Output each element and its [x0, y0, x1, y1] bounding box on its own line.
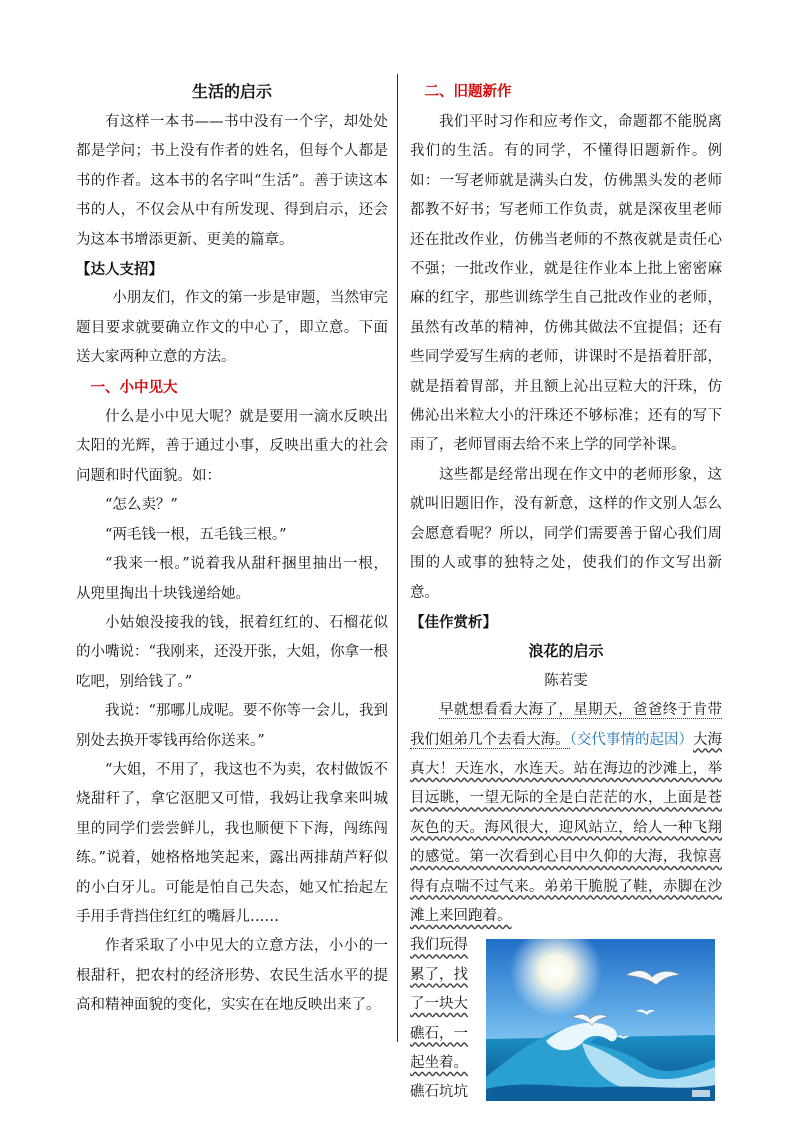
essay-body: 大海真大！天连水，水连天。站在海边的沙滩上，举目远眺，一望无际的全是白茫茫的水，上面是苍灰色的天。海风很大，迎风站立，给人一种飞翔的感觉。第一次看到心目中久仰的大海，我惊喜得有点喘不过气来。弟弟干脆脱了鞋，赤脚在沙滩上来回跑着。: [410, 731, 723, 924]
section-label-tips: 【达人支招】: [76, 261, 163, 279]
column-divider: [397, 74, 398, 1042]
dialogue-line: 我说：“那哪儿成呢。要不你等一会儿，我到别处去换开零钱再给你送来。”: [76, 703, 388, 749]
article-title: 生活的启示: [191, 82, 272, 101]
method2-heading: 二、旧题新作: [424, 83, 512, 100]
essay-author: 陈若雯: [544, 672, 588, 689]
wrapped-line: 礁石，一: [410, 1025, 468, 1042]
wrapped-line: 起坐着。: [410, 1055, 468, 1071]
left-column: [76, 76, 388, 1021]
wrapped-line: 累了，找: [410, 966, 468, 983]
essay-paragraph: [410, 696, 722, 931]
wrapped-text: [410, 931, 480, 1107]
intro-paragraph: 有这样一本书——书中没有一个字，却处处都是学问；书上没有作者的姓名，但每个人都是书的作者。这本书的名字叫“生活”。善于读这本书的人，不仅会从中有所发现、得到启示，还会为这本书增添更新、更美的篇章。: [76, 114, 388, 248]
essay-opening: 早就想看看大海了，星期天，爸爸终于肯带我们姐弟几个去看大海。: [410, 702, 722, 748]
method2-paragraph: 我们平时习作和应考作文，命题都不能脱离我们的生活。有的同学，不懂得旧题新作。例如：一写老师就是满头白发，仿佛黑头发的老师都教不好书；写老师工作负责，就是深夜里老师还在批改作业，仿佛当老师的不熬夜就是责任心不强；一批改作业，就是往作业本上批上密密麻麻的红字，那些训练学生自己批改作业的老师，虽然有改革的精神，仿佛其做法不宜提倡；还有些同学爱写生病的老师，讲课时不是捂着肝部，就是捂着胃部，并且额上沁出豆粒大的汗珠，仿佛沁出米粒大小的汗珠还不够标准；还有的写下雨了，老师冒雨去给不来上学的同学补课。: [410, 114, 722, 454]
dialogue-line: “两毛钱一根，五毛钱三根。”: [105, 526, 287, 543]
wrapped-line: 了一块大: [410, 996, 468, 1013]
sea-waves-photo: [486, 939, 715, 1101]
image-wrap-block: [410, 931, 722, 1107]
tip-paragraph: 小朋友们，作文的第一步是审题，当然审完题目要求就要确立作文的中心了，即立意。下面送大家两种立意的方法。: [76, 290, 388, 366]
dialogue-line: “怎么卖？”: [105, 497, 178, 514]
sea-photo-illustration: [486, 939, 715, 1101]
right-column: [410, 76, 722, 1107]
essay-annotation: （交代事情的起因）: [569, 731, 693, 748]
wrapped-line: 我们玩得: [410, 937, 468, 954]
wrapped-line: 礁石坑坑: [410, 1084, 468, 1101]
dialogue-line: “大姐，不用了，我这也不为卖，农村做饭不烧甜秆了，拿它沤肥又可惜，我妈让我拿来叫城里的同学们尝尝鲜儿，我也顺便下下海，闯练闯练。”说着，她格格地笑起来，露出两排葫芦籽似的小白牙儿。可能是怕自己失态，她又忙抬起左手用手背挡住红红的嘴唇儿……: [76, 761, 388, 925]
dialogue-line: “我来一根。”说着我从甜秆捆里抽出一根，从兜里掏出十块钱递给她。: [76, 556, 388, 602]
dialogue-line: 小姑娘没接我的钱，抿着红红的、石榴花似的小嘴说：“我刚来，还没开张，大姐，你拿一根吃吧，别给钱了。”: [76, 614, 388, 690]
method2-paragraph-2: 这些都是经常出现在作文中的老师形象，这就叫旧题旧作，没有新意，这样的作文别人怎么会愿意看呢？所以，同学们需要善于留心我们周围的人或事的独特之处，使我们的作文写出新意。: [410, 466, 722, 601]
section-label-appreciation: 【佳作赏析】: [410, 613, 497, 631]
method1-paragraph: 什么是小中见大呢？就是要用一滴水反映出太阳的光辉，善于通过小事，反映出重大的社会问题和时代面貌。如：: [76, 409, 388, 484]
essay-title: 浪花的启示: [528, 642, 604, 661]
conclusion-paragraph: 作者采取了小中见大的立意方法，小小的一根甜秆，把农村的经济形势、农民生活水平的提高和精神面貌的变化，实实在在地反映出来了。: [76, 938, 388, 1014]
method1-heading: 一、小中见大: [90, 378, 178, 396]
